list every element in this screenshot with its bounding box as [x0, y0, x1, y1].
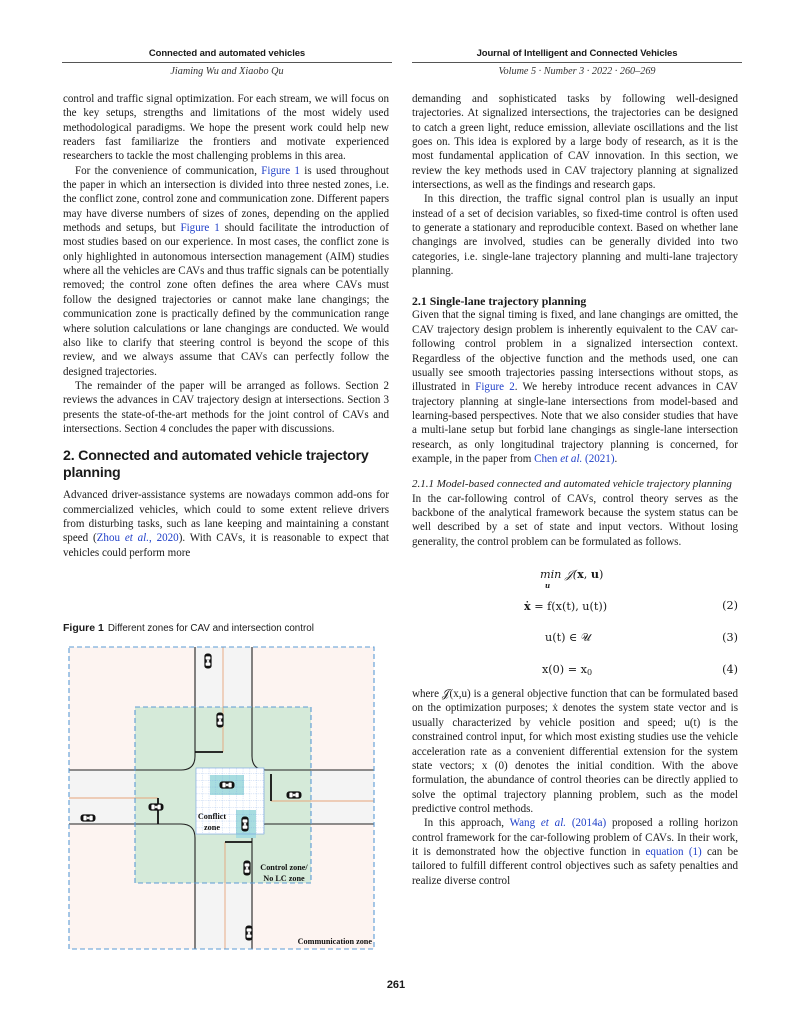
running-header-right	[412, 48, 742, 77]
car-icon	[243, 861, 250, 876]
text: ). With CAVs, it is reasonable to expect that vehicles could perform more	[63, 532, 389, 559]
text: Given that the signal timing is fixed, and lane changings are omitted, the CAV trajectory design problem is inherently equivalent to the CAV car-following control problem in a signalized intersection context. Regardless of the objective function and the methods used, one can usually see smooth trajectories passing intersections without stops, as illustrated in	[412, 309, 738, 394]
figure-caption	[63, 622, 314, 634]
subsubsection-heading: 2.1.1 Model-based connected and automated vehicle trajectory planning	[412, 478, 732, 491]
text: proposed a rolling horizon control framework for the car-following problem of CAVs. In their work, it is demonstrated how the objective function in	[412, 817, 738, 858]
figure-1-intersection-diagram	[66, 644, 378, 952]
section-heading: 2. Connected and automated vehicle trajectory planning	[63, 448, 369, 482]
text: can be tailored to fulfill different control objectives such as safety penalties and realize diverse control	[412, 845, 738, 887]
car-icon	[204, 654, 211, 669]
authors-line: Jiaming Wu and Xiaobo Qu	[170, 66, 284, 77]
paragraph: demanding and sophisticated tasks by following well-designed trajectories. At signalized intersections, the trajectories can be designed to catch a green light, reduce emission, alleviate oscillations and the list goes on. This idea is explored by a large body of research, as it is the most fundamental application of CAV innovation. In this section, we review the key methods used in CAV trajectory planning at signalized intersections, as well as the findings and research gaps.	[412, 93, 738, 192]
paragraph: The remainder of the paper will be arranged as follows. Section 2 reviews the advances in CAV trajectory design at intersections. Section 3 presents the state-of-the-art methods for the joint control of CAVs and intersections. Section 4 concludes the paper with discussions.	[63, 379, 389, 435]
car-icon	[220, 781, 235, 788]
subsection-heading: 2.1 Single-lane trajectory planning	[412, 294, 587, 309]
figure-caption-text: Different zones for CAV and intersection control	[107, 623, 314, 634]
left-column	[63, 92, 389, 560]
paragraph	[412, 816, 738, 888]
figure-2-link[interactable]: Figure 2	[475, 381, 515, 394]
figure-1-link[interactable]: Figure 1	[261, 164, 300, 177]
citation-link-wang-2014a[interactable]: Wang et al. (2014a)	[509, 817, 607, 830]
car-icon	[287, 791, 302, 798]
paragraph: In the car-following control of CAVs, control theory serves as the backbone of the analytical framework because the system status can be well described by a set of state and input vectors. Without losing generality, the control problem can be formulated as follows.	[412, 492, 738, 548]
control-zone-label: Control zone/	[260, 863, 308, 872]
equation-block: min u 𝒥(x, u) ẋ = f(x(t), u(t)) (2) u(t) ∈ 𝒰 (3) x(0) = x0 (4)	[524, 567, 738, 678]
equation-number: (3)	[722, 631, 738, 645]
text: .	[614, 452, 618, 465]
communication-zone-label: Communication zone	[297, 937, 372, 946]
figure-label: Figure 1	[63, 622, 104, 634]
conflict-zone-label: Conflict	[197, 812, 227, 821]
car-icon	[81, 814, 96, 821]
car-icon	[241, 817, 248, 832]
paragraph	[63, 164, 389, 379]
text: Advanced driver-assistance systems are nowadays common add-ons for commercialized vehicles, which could to some extent relieve drivers from disturbing tasks, such as lane keeping and maintaining a constant speed (	[63, 489, 389, 545]
car-icon	[149, 803, 164, 810]
paragraph: where 𝒥(x,u) is a general objective function that can be formulated based on the optimization purposes; ẋ denotes the system state vector and is usually characterized by vehicle position and speed; u(t) is the constrained control input, for which most existing studies use the vehicle acceleration rate as a convenient differential extension for the system state vectors; x (0) denotes the initial condition. With the above formulation, the abundance of control theories can be directly applied to solve the optimal trajectory planning problem, such as the model predictive control methods.	[412, 688, 738, 815]
car-icon	[245, 926, 252, 941]
section-running-title: Connected and automated vehicles	[62, 48, 392, 63]
figure-1-link[interactable]: Figure 1	[180, 222, 220, 235]
citation-link-chen-2021[interactable]: Chen et al. (2021)	[534, 452, 615, 465]
paragraph	[63, 488, 389, 560]
text: is used throughout the paper in which an intersection is divided into three nested zones, i.e. the conflict zone, control zone and communication zone. Different papers may have diverse numbers of sizes of zones, depending on the applied methods and setups, but	[63, 164, 389, 235]
journal-title: Journal of Intelligent and Connected Vehicles	[412, 48, 742, 63]
conflict-zone-label: zone	[204, 823, 220, 832]
car-icon	[216, 713, 223, 728]
equation-number: (2)	[722, 599, 738, 613]
citation-link-zhou-2020[interactable]: Zhou et al., 2020	[96, 532, 179, 545]
text: In this approach,	[424, 817, 510, 830]
page-number: 261	[386, 979, 406, 991]
equation-1-link[interactable]: equation (1)	[645, 845, 702, 858]
equation-number: (4)	[722, 663, 738, 677]
text: should facilitate the introduction of most studies based on our experience. In most cases, the conflict zone is only highlighted in autonomous intersection management (AIM) studies where all the vehicles are CAVs and thus traffic signals can be potentially removed; the control zone often defines the area where CAVs must follow the designed trajectories or cannot make lane changings; the communication zone is practically defined by the communication range where solution calculations or lane changings are conducted. We would also like to clarify that steering control is beyond the scope of this review, and we always assume that CAVs can perfectly follow the designed trajectories.	[63, 222, 389, 378]
paragraph: In this direction, the traffic signal control plan is usually an input instead of a set of decision variables, so fixed-time control is often used to generate a stationary and reproducible context. Based on whether lane changings are involved, studies can be generally divided into two categories, i.e. single-lane trajectory planning and multi-lane trajectory planning.	[412, 193, 738, 278]
text: For the convenience of communication,	[75, 164, 262, 177]
issue-line: Volume 5 · Number 3 · 2022 · 260–269	[498, 66, 656, 77]
paragraph	[412, 308, 738, 466]
control-zone-label: No LC zone	[263, 874, 305, 883]
running-header-left	[62, 48, 392, 77]
right-column	[412, 92, 738, 888]
text: . We hereby introduce recent advances in CAV trajectory planning at single-lane intersections from model-based and learning-based perspectives. Note that we also consider studies that have a multi-lane setup but forbid lane changings as single-lane intersection research, as only longitudinal trajectory planning is concerned, for example, in the paper from	[412, 381, 738, 465]
paragraph: control and traffic signal optimization. For each stream, we will focus on the key setups, strengths and limitations of the most widely used methodological paradigms. We hope the present work could help new readers fast familiarize the frontiers and motivate experienced researchers to tackle the most challenging problems in this area.	[63, 93, 389, 163]
